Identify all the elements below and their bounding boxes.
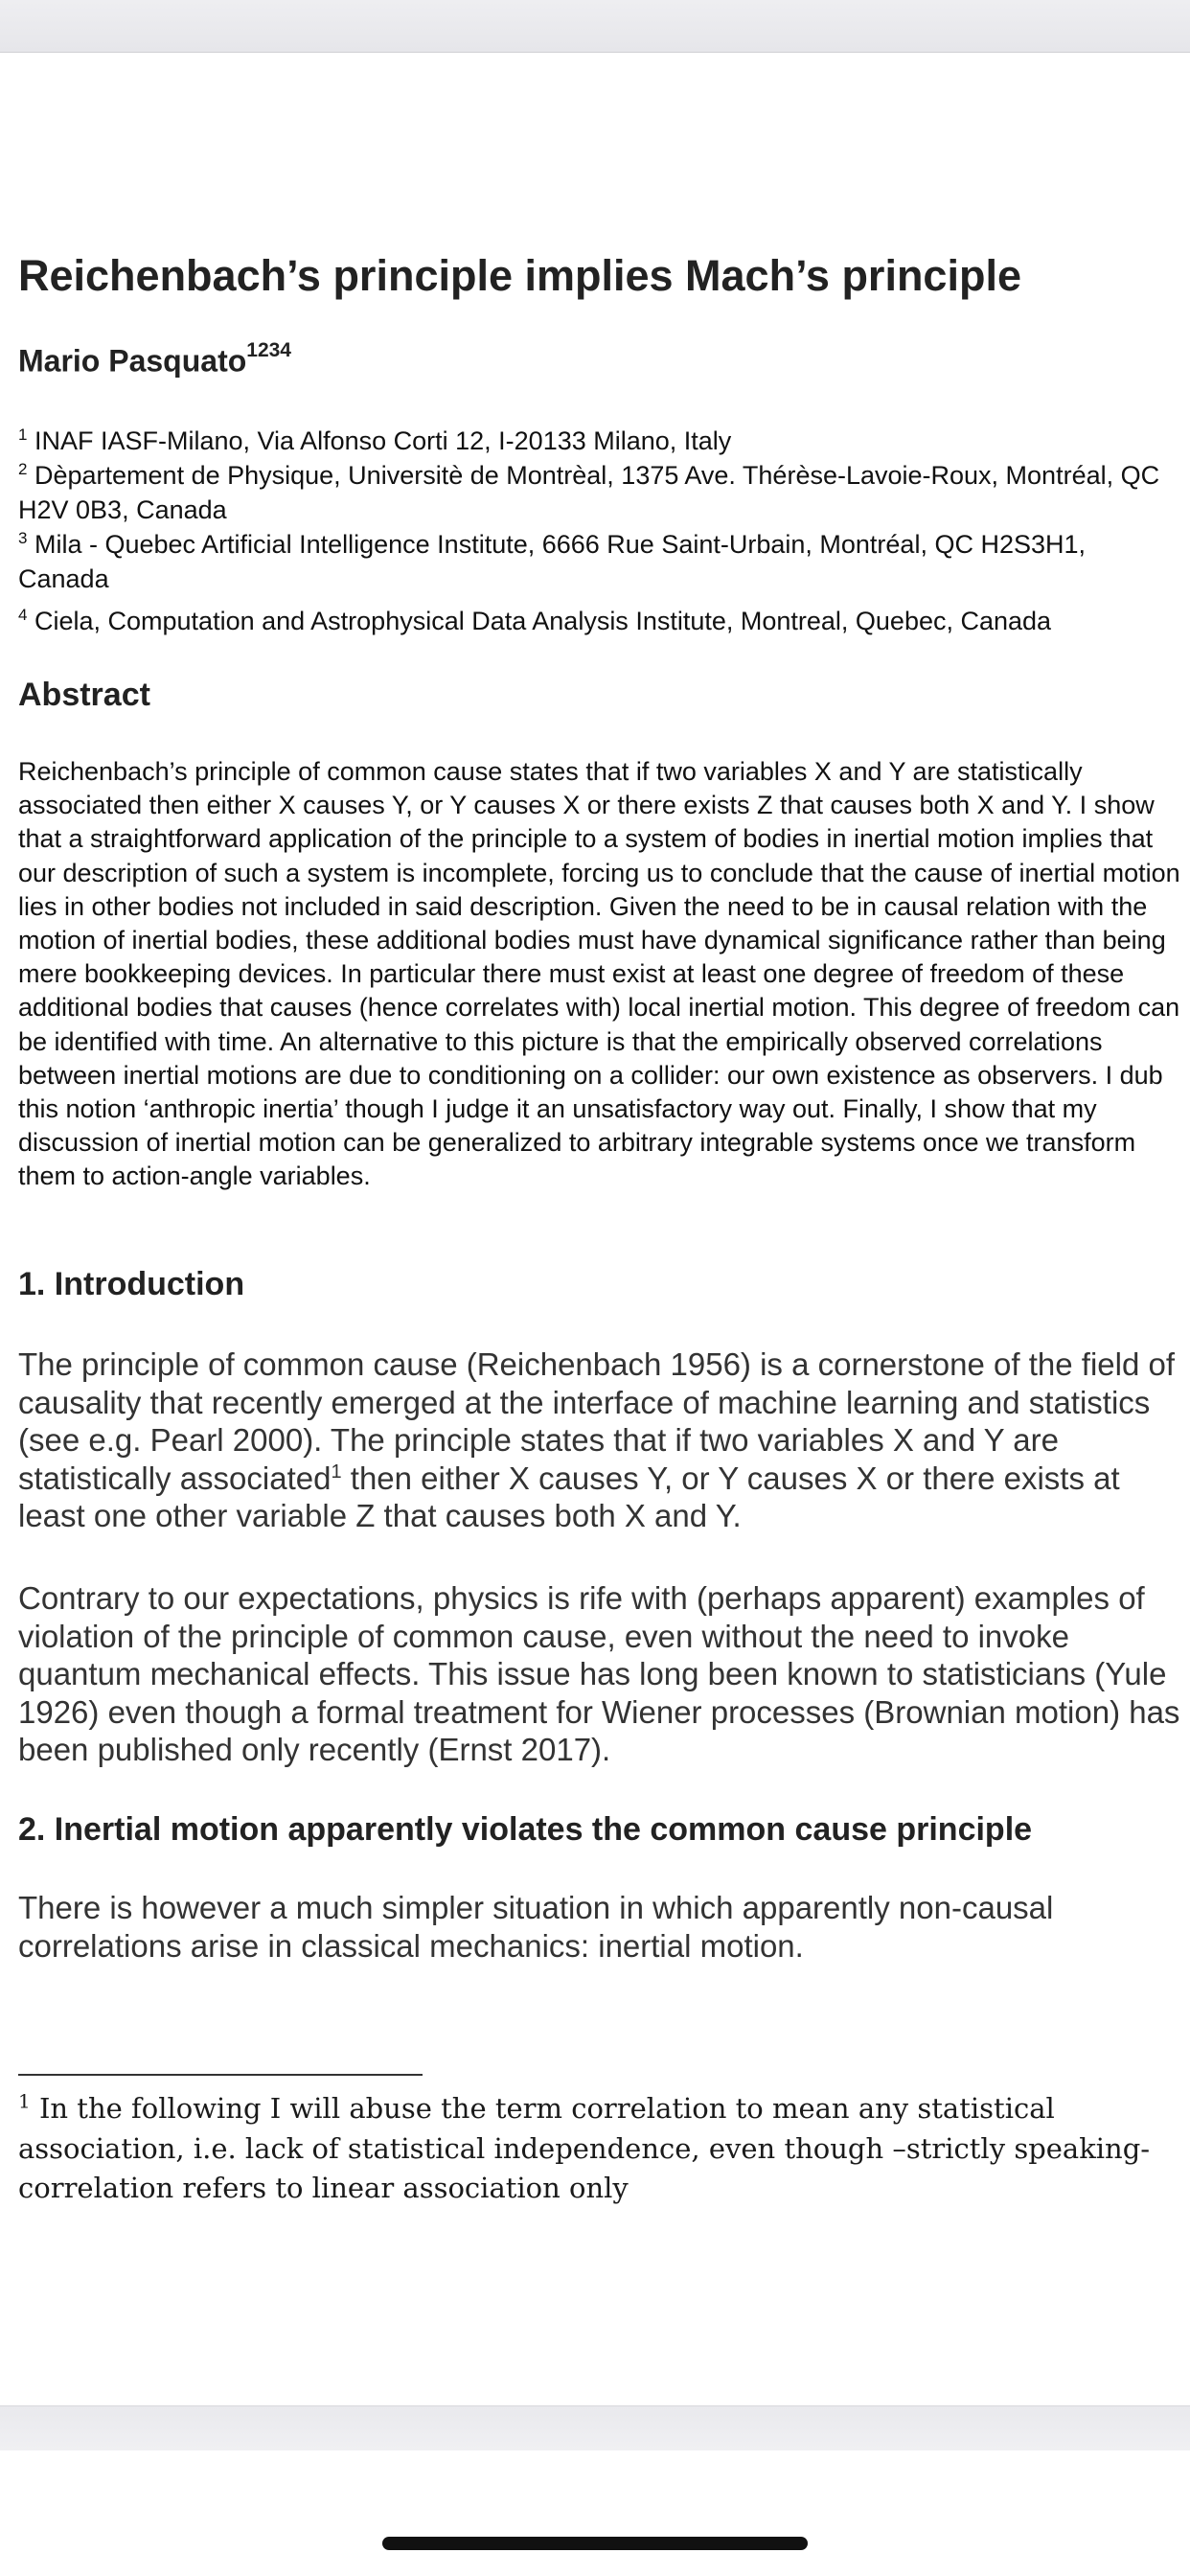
footnote-1 <box>18 2089 1179 2209</box>
affiliation-number: 1 <box>18 426 28 444</box>
section-2-paragraph-1: There is however a much simpler situation in which apparently non-causal correlations arise in classical mechanics: inertial motion. <box>18 1890 1054 1964</box>
affiliation-text: Dèpartement de Physique, Universitè de Montrèal, 1375 Ave. Thérèse-Lavoie-Roux, Montréal, QC H2V 0B3, Canada <box>18 461 1160 524</box>
home-indicator[interactable] <box>382 2537 808 2550</box>
affiliation-4 <box>18 604 1179 638</box>
footnote-number: 1 <box>18 2089 31 2113</box>
affiliation-2 <box>18 458 1179 527</box>
author-name: Mario Pasquato <box>18 343 247 379</box>
viewer-top-bar <box>0 0 1190 53</box>
footnote-mark: 1 <box>331 1460 342 1483</box>
viewer-bottom-bar <box>0 2405 1190 2450</box>
affiliation-number: 2 <box>18 460 28 478</box>
author-line <box>18 339 291 380</box>
section-2-heading: 2. Inertial motion apparently violates the common cause principle <box>18 1811 1033 1848</box>
paragraph-text: then either X causes Y, or Y causes X or there exists at least one other variable Z that causes both X and Y. <box>18 1460 1120 1533</box>
section-1-paragraph-2: Contrary to our expectations, physics is rife with (perhaps apparent) examples of violation of the principle of common cause, even without the need to invoke quantum mechanical effects. This issue has long been known to statisticians (Yule 1926) even though a formal treatment for Wiener processes (Brownian motion) has been published only recently (Ernst 2017). <box>18 1580 1180 1767</box>
affiliation-text: Mila - Quebec Artificial Intelligence Institute, 6666 Rue Saint-Urbain, Montréal, QC H2S3H1, Canada <box>18 530 1087 593</box>
affiliation-1 <box>18 424 1179 458</box>
section-1-heading: 1. Introduction <box>18 1266 245 1302</box>
paper-title: Reichenbach’s principle implies Mach’s principle <box>18 251 1021 300</box>
author-affiliation-marks: 1234 <box>246 339 291 361</box>
footnote-divider <box>18 2074 423 2076</box>
affiliation-3 <box>18 527 1179 596</box>
abstract-text: Reichenbach’s principle of common cause states that if two variables X and Y are statistically associated then either X causes Y, or Y causes X or there exists Z that causes both X and Y. I show that a straightforward application of the principle to a system of bodies in inertial motion implies that our description of such a system is incomplete, forcing us to conclude that the cause of inertial motion lies in other bodies not included in said description. Given the need to be in causal relation with the motion of inertial bodies, these additional bodies must have dynamical significance rather than being mere bookkeeping devices. In particular there must exist at least one degree of freedom of these additional bodies that causes (hence correlates with) local inertial motion. This degree of freedom can be identified with time. An alternative to this picture is that the empirically observed correlations between inertial motions are due to conditioning on a collider: our own existence as observers. I dub this notion ‘anthropic inertia’ though I judge it an unsatisfactory way out. Finally, I show that my discussion of inertial motion can be generalized to arbitrary integrable systems once we transform them to action-angle variables. <box>18 757 1180 1191</box>
paragraph-text: The principle of common cause (Reichenbach 1956) is a cornerstone of the field of causality that recently emerged at the interface of machine learning and statistics (see e.g. Pearl 2000). The principle states that if two variables X and Y are statistically associated <box>18 1346 1175 1496</box>
footnote-text: In the following I will abuse the term correlation to mean any statistical association, i.e. lack of statistical independence, even though –strictly speaking- correlation refers to linear association only <box>18 2092 1151 2204</box>
affiliation-text: INAF IASF-Milano, Via Alfonso Corti 12, I-20133 Milano, Italy <box>34 426 732 455</box>
affiliation-number: 3 <box>18 529 28 547</box>
section-1-paragraph-1 <box>18 1346 1183 1535</box>
affiliation-text: Ciela, Computation and Astrophysical Data Analysis Institute, Montreal, Quebec, Canada <box>34 607 1052 635</box>
abstract-heading: Abstract <box>18 677 150 713</box>
affiliation-number: 4 <box>18 606 28 624</box>
